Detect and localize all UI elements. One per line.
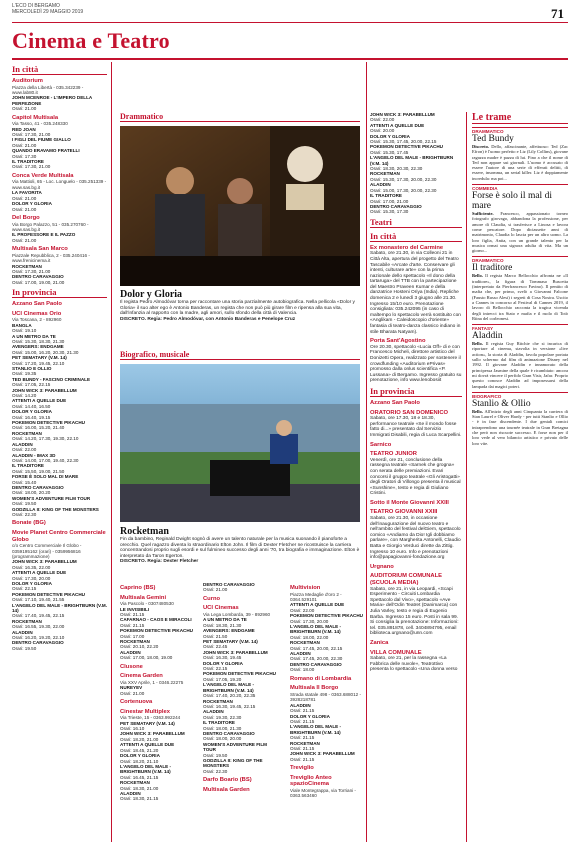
plot-genre: BIOGRAFICO: [472, 392, 568, 399]
film-title: DENTRO CARAVAGGIO: [290, 661, 342, 667]
showtimes: Orari: 16.30, 19.45, 22.15: [203, 703, 256, 709]
event-description: Sabato, ore 21.30, in via Colleoni 21 in Città Alta, apertura del progetto del Teatro Tascabile «Arcate d'arte. Conservare gli intenti, culturare arte» con la prima nazionale dello spettacolo «Il dono della tartaruga» del TTB con la partecipazione del Maestro Praveen Kumar e della danzatrice Hosteni Oriya (India). Repliche domenica 2 e lunedì 3 giugno alle 21.30. Ingresso 15/10 euro. Prenotazione consigliata: 035.242095 (in caso di maltempo lo spettacolo verrà sostituito con «Anglikam - Caleidoscopio d'oriente» fantasia di teatro-danza classico indiano in stile Bharata Natyam).: [370, 251, 461, 335]
paper-name: L'ECO DI BERGAMO: [12, 3, 60, 9]
showtimes: Orari: 21.00: [12, 237, 37, 243]
film-title: JOHN WICK 3: PARABELLUM: [120, 731, 185, 737]
showtimes: Orari: 21.15: [290, 708, 315, 714]
showtimes: Orari: 16.10: [120, 726, 145, 732]
showtimes: Orari: 16.00, 15.20, 21.40: [12, 425, 65, 431]
showtimes: Orari: 15.50, 19.00, 21.50: [12, 468, 65, 474]
venue-name: Cortenuova: [120, 699, 153, 706]
plot-text: Il regista Marco Bellocchio affronta ne «Il traditore», la figura di Tommaso Buscetta (interpretato da Pierfrancesco Favino). Il pentito di mafia che, per primo, svelò a Giovanni Falcone (Fausto Russo Alesi) i segreti di Cosa Nostra. Uscito a Cannes in concorso al Festival di Cannes 2019, il lavoro di Bellocchio racconta la tragica vicenda degli intrecci tra Stato e mafia e il ruolo di Totò Riina del corleonesi.: [472, 273, 568, 321]
venue-name: ORATORIO SAN DOMENICO: [370, 409, 449, 416]
title-rule: [12, 58, 568, 60]
showtimes: Orari: 22.00: [12, 447, 37, 453]
film-title: DOLOR Y GLORIA: [12, 581, 52, 586]
venue-name: Conca Verde Multisala: [12, 172, 74, 179]
film-title: DENTRO CARAVAGGIO: [12, 274, 64, 280]
plot-body: [472, 409, 568, 446]
film-title: ROCKETMAN: [12, 263, 42, 269]
showtimes: Orari: 17.10, 19.40, 21.55: [12, 597, 65, 603]
plot-summary: [472, 256, 568, 321]
venue-address: Viale Montegrappa, via Torriani - 0363.563460: [290, 787, 356, 799]
showtimes: Orari: 17.00, 19.00, 21.00: [12, 279, 65, 285]
showtimes: Orari: 18.00: [290, 667, 315, 673]
film-title: POKEMON DETECTIVE PIKACHU: [12, 591, 85, 597]
section-heading: In provincia: [12, 287, 107, 298]
venue-address: Via Toscana, 2 - 892960: [12, 317, 62, 323]
plot-body: [472, 144, 568, 181]
plot-summary: [472, 324, 568, 389]
showtimes: Orari: 19.50: [203, 752, 228, 758]
showtimes: Orari: 17.30, 21.00: [12, 164, 51, 170]
plot-body: [472, 273, 568, 321]
film-title: POKEMON DETECTIVE PIKACHU: [203, 671, 276, 677]
showtimes: Orari: 15.00, 16.20, 20.30, 21.30: [12, 349, 79, 355]
showtimes: Orari: 16.45, 21.15: [120, 774, 159, 780]
film-title: ALADDIN: [290, 702, 311, 708]
showtimes: Orari: 17.40, 20.20, 22.35: [203, 693, 256, 699]
event-description: Sabato, ore 21, in via Leopardi, «Scapi Esperimento - Circuiti Lombardia Spettacolo dal Vivo», spettacolo «Ave Maria» dell'Odin Teatret (Danimarca) con Julia Varley, testo e regia di Eugenio Barba. Ingresso 15 euro. Posti in sala 99. Si consiglia la prenotazione: Informazioni: tel. 035.891878, cell. 3404894795, email biblioteca.urgnano@unn.com: [370, 586, 459, 637]
header-rule: [12, 22, 568, 23]
plot-text: Francesco, appassionato torneo fotografo girovago, abbandona la professione, per amore di Claudia, si trasferisce a Linosa e lavora come pescatore. Dopo diciassette anni di matrimonio, Claudia lo lascia per un altro uomo. La loro figlia, Anita, con un grande talento per la musica ormai una signora adulta di vita. Ma un giorno...: [472, 211, 568, 254]
venue-name: Ex monastero del Carmine: [370, 244, 444, 251]
feature-title: Rocketman: [120, 526, 169, 537]
venue-name: Del Borgo: [12, 214, 40, 221]
venue-name: UCI Cinemas Orio: [12, 310, 62, 317]
feature-text: Fin da bambino, Reginald Dwight sognò di avere un talento naturale per la musica suonando il pianoforte a orecchio. Quel ragazzo diventa lo straordinario Elton John. Il film di Dexter Fletcher ne ricostruisce la carriera concentrandosi proprio sugli esordi e sul fulmineo successo degli anni '70, tra biografia e immaginazione. Elton è interpretato da Taron Egerton.: [120, 537, 360, 559]
venue-address: c/o Centro Commerciale Il Globo - 0359195162 (orari) - 0359956816 (programmazione): [12, 543, 82, 559]
rocketman-caption: [120, 526, 360, 565]
showtimes: Orari: 16.40, 19.15: [12, 414, 51, 420]
film-title: AVENGERS: ENDGAME: [12, 344, 64, 350]
showtimes: Orari: 18.00, 20.20: [12, 490, 51, 496]
showtimes: Orari: 21.15: [120, 622, 145, 628]
film-title: TED BUNDY - FASCINO CRIMINALE: [12, 376, 91, 382]
plot-text: All'inizio degli anni Cinquanta la carriera di Stan Laurel e Oliver Hardy - per tutti Stanlio e Ollio - è in fase discendente. I due geniali comici intraprendono una tournée teatrale in Gran Bretagna che però non riscuote successo. E forse non per il loro vede al vero bilancio artistico e privato delle loro vite.: [472, 408, 568, 446]
showtimes: Orari: 16.35, 22.00: [12, 564, 51, 570]
plot-genre: DRAMMATICO: [472, 127, 568, 134]
showtimes: Orari: 21.15: [290, 756, 315, 762]
film-title: LE INVISIBILI: [120, 606, 150, 612]
film-title: ROCKETMAN: [12, 618, 42, 624]
issue-date: MERCOLEDÌ 29 MAGGIO 2019: [12, 9, 84, 15]
film-title: DOLOR Y GLORIA: [120, 753, 160, 759]
film-title: ATTENTI A QUELLE DUE: [12, 398, 67, 404]
showtimes: Orari: 19.50: [12, 501, 37, 507]
film-title: ALADDIN: [203, 709, 224, 715]
showtimes: Orari: 18.00, 20.00: [203, 736, 242, 742]
showtimes: Orari: 15.40: [12, 479, 37, 485]
rocketman-photo: [120, 364, 360, 522]
feature-dolor-y-gloria: [120, 112, 360, 122]
film-title: JOHN WICK 3: PARABELLUM: [290, 751, 355, 757]
film-title: ROCKETMAN: [203, 698, 233, 704]
listings-column-1: [12, 62, 107, 847]
section-heading: In provincia: [370, 386, 462, 397]
film-title: L'ANGELO DEL MALE - BRIGHTBURN (V.M. 14): [290, 624, 342, 635]
film-title: ALADDIN - IMAX 3D: [12, 452, 56, 458]
venue-address: Piazza della Libertà - 035.342239 - www.lab80.it: [12, 84, 84, 95]
feature-category: Biografico, musicale: [120, 350, 360, 360]
feature-credits: DISCRETO. Regia: Dexter Fletcher: [120, 559, 199, 565]
venue-name: Multisala Il Borgo: [290, 685, 339, 692]
film-title: ATTENTI A QUELLE DUE: [12, 570, 67, 576]
masthead: [12, 3, 83, 15]
film-title: AVENGERS: ENDGAME: [203, 628, 255, 634]
film-title: PET SEMATARY (V.M. 14): [120, 720, 175, 726]
showtimes: Orari: 17.30, 21.00: [12, 268, 51, 274]
venue-name: Movie Planet Centro Commerciale Globo: [12, 529, 106, 543]
listings-column-5: [370, 112, 462, 847]
showtimes: Orari: 17.30, 21.00: [12, 132, 51, 138]
venue-name: Cinema Garden: [120, 673, 163, 680]
showtimes: Orari: 21.00: [12, 106, 37, 112]
dolor-y-gloria-caption: [120, 289, 360, 322]
section-title: Cinema e Teatro: [12, 28, 170, 53]
showtimes: Orari: 22.00: [290, 607, 315, 613]
listings-column-3a: [120, 582, 198, 846]
film-title: ROCKETMAN: [120, 639, 150, 645]
showtimes: Orari: 14.00, 17.00, 19.40, 22.30: [12, 457, 79, 463]
film-title: ATTENTI A QUELLE DUE: [120, 742, 175, 748]
plot-rating: Bello.: [472, 273, 483, 279]
film-title: LA FAVORITA: [12, 190, 42, 196]
showtimes: Orari: 17.30, 20.00: [12, 575, 51, 581]
page-number: 71: [551, 6, 564, 21]
film-title: DENTRO CARAVAGGIO: [203, 730, 255, 736]
film-title: IL PROFESSORE E IL PAZZO: [12, 232, 76, 238]
plot-title: Forse è solo il mal di mare: [472, 191, 552, 212]
showtimes: Orari: 22.00: [370, 117, 395, 123]
film-title: ALADDIN: [12, 629, 33, 635]
film-title: PET SEMATARY (V.M. 14): [12, 355, 67, 361]
film-title: ATTENTI A QUELLE DUE: [370, 122, 425, 128]
showtimes: Orari: 18.30, 21.15: [120, 796, 159, 802]
feature-category: Drammatico: [120, 112, 360, 122]
film-title: ROCKETMAN: [370, 171, 400, 177]
column-divider: [466, 112, 467, 842]
film-title: ATTENTI A QUELLE DUE: [290, 602, 345, 608]
section-heading: Teatri: [370, 217, 462, 228]
le-trame-column: [472, 112, 568, 847]
listings-column-3b: [203, 582, 281, 846]
film-title: DENTRO CARAVAGGIO: [12, 640, 64, 646]
venue-name: Azzano San Paolo: [370, 399, 420, 406]
film-title: DOLOR Y GLORIA: [12, 201, 52, 207]
dolor-y-gloria-photo: [120, 126, 360, 286]
venue-address: Piazzale Repubblica, 2 - 035.240416 - www.frenicinema.it: [12, 252, 90, 264]
showtimes: Orari: 15.00, 17.30, 20.00, 22.30: [370, 187, 437, 193]
plot-title: Stanlio & Ollio: [472, 398, 531, 409]
film-title: L'ANGELO DEL MALE - BRIGHTBURN (V.M. 14): [290, 724, 342, 735]
showtimes: Orari: 21.00: [12, 206, 37, 212]
film-title: QUANDO ERAVAMO FRATELLI: [12, 148, 80, 154]
showtimes: Orari: 16.55, 19.30, 22.00: [12, 624, 65, 630]
showtimes: Orari: 22.15: [203, 666, 228, 672]
film-title: BANGLA: [12, 322, 32, 328]
venue-name: Clusone: [120, 663, 143, 670]
venue-name: Urgnano: [370, 563, 394, 570]
showtimes: Orari: 17.00: [120, 633, 145, 639]
showtimes: Orari: 21.00: [12, 195, 37, 201]
film-title: JOHN WICK 3: PARABELLUM: [12, 559, 77, 565]
stadium-piano-image: [120, 364, 360, 522]
plot-rating: Bello.: [472, 341, 483, 347]
plot-title: Ted Bundy: [472, 134, 514, 144]
feature-rocketman: [120, 350, 360, 360]
venue-name: Capitol Multisala: [12, 114, 59, 121]
film-title: GODZILLA II: KING OF THE MONSTERS: [12, 506, 99, 512]
venue-address: Strada statale 498 - 0363.688012 - 3928218781: [290, 691, 361, 703]
showtimes: Orari: 21.15: [290, 735, 315, 741]
showtimes: Orari: 17.30: [12, 153, 37, 159]
film-title: ROCKETMAN: [290, 740, 320, 746]
film-title: JOHN WICK 3: PARABELLUM: [12, 387, 77, 393]
venue-name: Multisala Gemini: [120, 594, 167, 601]
plot-genre: DRAMMATICO: [472, 256, 568, 263]
showtimes: Orari: 14.20: [12, 393, 37, 399]
section-heading: In città: [12, 64, 107, 75]
showtimes: Orari: 22.30: [12, 511, 37, 517]
showtimes: Orari: 14.20, 17.30, 19.30, 22.10: [12, 436, 79, 442]
feature-text: Il regista Pedro Almodóvar torna per raccontare una storia parzialmente autobiografica. Nella pellicola «Dolor y Gloria» il suo alter ego è Antonio Banderas, un regista che non può più girare film e ripensa alla sua vita, dall'infanzia al rapporto con la madre, agli amori, sullo sfondo della città di Valencia.: [120, 300, 355, 317]
venue-name: UCI Cinemas: [203, 605, 239, 612]
showtimes: Orari: 17.00, 18.00, 19.00: [120, 655, 173, 661]
venue-name: Sotto il Monte Giovanni XXIII: [370, 499, 449, 506]
film-title: DOLOR Y GLORIA: [12, 409, 52, 415]
showtimes: Orari: 22.15: [12, 586, 37, 592]
film-title: CAFARNAO - CAOS E MIRACOLI: [120, 617, 192, 623]
showtimes: Orari: 21.15: [120, 612, 145, 617]
venue-address: Via Borgo Palazzo, 51 - 035.270760 - www.sas.bg.it: [12, 221, 89, 232]
venue-name: Multisala San Marco: [12, 246, 68, 253]
venue-address: Via XXV Aprile, 1 - 0346.22275: [120, 679, 184, 685]
showtimes: Orari: 17.40, 19.45, 22.15: [12, 613, 65, 619]
plot-title: Il traditore: [472, 263, 513, 274]
venue-name: Curno: [203, 595, 221, 602]
film-title: ROCKETMAN: [120, 780, 150, 786]
film-title: FORSE È SOLO MAL DI MARE: [12, 474, 79, 480]
event-description: Sabato, ore 21, per la rassegna «La Fabbrica delle nuvole», Teatrottivo presenta lo spettacolo «Una donna verso: [370, 656, 458, 673]
venue-name: Multivision: [290, 585, 321, 591]
film-title: IL TRADITORE: [370, 193, 402, 199]
film-title: A UN METRO DA TE: [12, 333, 56, 339]
showtimes: Orari: 21.15: [290, 745, 315, 751]
plot-text: Il regista Guy Ritchie che si incarica di riportare al cinema, stavolta in versione «live action», la storia di Aladdin, favola popolare portata sullo schermo dal film di animazione Disney nel 1992. Il giovane Aladdin e innamorato della principessa Jasmine della quale è ricambiato: ancora mi dovrà vincere il perfido Gran Visir, Jafar. Proprio questo conosce Aladdin ad imposessarsi della lampada dai magici poteri.: [472, 341, 568, 389]
film-title: JOHN WICK 3: PARABELLUM: [203, 649, 268, 655]
plot-text: Dello, affascinante, affettuoso: Ted (Zac Efron) è l'uomo perfetto e Liz (Lily Collins), giovane ragazza madre è pazza di lui. Fino a che il nome di Ted non appare sui giornali. L'uomo è accusato di essere l'autore di una serie di efferati delitti, di essere, insomma, un serial killer. Liz è doppiamente incredula: ma poi...: [472, 144, 568, 181]
film-title: ROCKETMAN: [290, 640, 320, 646]
plot-summary: [472, 392, 568, 446]
film-title: DENTRO CARAVAGGIO: [12, 484, 64, 490]
venue-name: Multisala Garden: [203, 786, 250, 793]
showtimes: Orari: 19.50: [12, 645, 37, 651]
event-description: Sabato, ore 21.30, in occasione dell'inaugurazione del nuovo teatro e nell'ambito del festival delGiem, spettacolo comico «Andiamo da Dio! Igli dobbiamo parlare», con Margherita Antonelli, Claudio Batta e Giorgio Verduci dirette da Zittig. Ingresso 10 euro. Info e prenotazioni info@papagiovanni-fondazione.org: [370, 516, 461, 561]
plot-rating: Discreto.: [472, 144, 490, 149]
showtimes: Orari: 15.30, 17.45: [370, 149, 409, 155]
showtimes: Orari: 21.00: [120, 690, 145, 696]
film-title: POKEMON DETECTIVE PIKACHU: [12, 420, 85, 426]
venue-address: Piazza Medaglie d'oro 2 - 0364.529101: [290, 591, 342, 602]
film-title: ALADDIN: [370, 182, 391, 188]
film-title: POKEMON DETECTIVE PIKACHU: [290, 613, 363, 619]
showtimes: Orari: 17.45, 20.00, 22.30: [290, 656, 343, 662]
event-description: Sabato, ore 17.30, 18 e 18.30, performance teatrale «Se il mondo fosse fatto di...» presentato dal Servizio Immigrati Disabili, regia di Luca Scarpellini.: [370, 416, 462, 438]
film-title: NUREYEV: [120, 685, 143, 691]
showtimes: Orari: 21.50: [203, 633, 228, 639]
venue-name: Caprino (BS): [120, 585, 156, 591]
film-title: ALADDIN: [290, 651, 311, 657]
film-title: DOLOR Y GLORIA: [370, 133, 410, 139]
film-title: JOHN MCENROE - L'IMPERO DELLA PERFEZIONE: [12, 95, 93, 106]
film-title: L'ANGELO DEL MALE - BRIGHTBURN (V.M. 14): [120, 763, 172, 775]
plot-genre: FANTASY: [472, 324, 568, 331]
venue-name: Sarnico: [370, 441, 392, 448]
showtimes: Orari: 18.20, 21.00: [120, 736, 159, 742]
film-title: DOLOR Y GLORIA: [290, 713, 330, 719]
showtimes: Orari: 15.30, 17.30, 20.00, 22.30: [370, 176, 437, 182]
showtimes: Orari: 17.00, 21.00: [370, 198, 409, 204]
showtimes: Orari: 20.10, 22.20: [120, 644, 159, 650]
film-title: IL TRADITORE: [12, 159, 44, 165]
venue-name: Zanica: [370, 639, 389, 646]
film-title: L'ANGELO DEL MALE - BRIGHTBURN (V.M. 14): [370, 155, 454, 166]
event-description: Ore 20.30, spettacolo «Lucia Off» di e con Francesco Micheli, direttore artistico del Donizetti Opera, realizzato per sostenere il crowdfunding «Auditorium ePrivas» promosso dalla onlus scientifica «P. Lussana» di Bergamo. Ingresso gratuito su prenotazione, info www.lenobosiit: [370, 344, 462, 384]
film-title: ROCKETMAN: [12, 430, 42, 436]
feature-title: Dolor y Gloria: [120, 289, 183, 300]
film-title: WOMEN'S ADVENTURE FILM TOUR: [203, 741, 267, 753]
film-title: ALADDIN: [120, 649, 141, 655]
showtimes: Orari: 14.40, 16.50: [12, 403, 51, 409]
film-title: JOHN WICK 3: PARABELLUM: [370, 112, 435, 117]
showtimes: Orari: 16.20, 19.20, 22.10: [12, 635, 65, 641]
plot-rating: Sufficiente.: [472, 211, 494, 217]
venue-name: Bonate (BG): [12, 520, 46, 527]
dressing-room-image: [120, 126, 360, 286]
venue-name: Auditorium: [12, 78, 43, 84]
film-title: DOLOR Y GLORIA: [203, 660, 243, 666]
showtimes: Orari: 16.30, 19.45: [203, 655, 242, 661]
showtimes: Orari: 15.30, 17.45, 20.00, 22.15: [370, 139, 437, 145]
showtimes: Orari: 18.45, 21.20: [120, 747, 159, 753]
showtimes: Orari: 22.45: [203, 644, 228, 650]
showtimes: Orari: 22.30: [203, 768, 228, 774]
plot-body: [472, 341, 568, 389]
plot-body: [472, 211, 568, 253]
showtimes: Orari: 18.30, 20.30, 22.30: [370, 166, 423, 172]
film-title: A UN METRO DA TE: [203, 617, 247, 623]
venue-address: Via Pascolo - 0307480530: [120, 601, 174, 607]
film-title: DENTRO CARAVAGGIO: [370, 203, 422, 209]
film-title: PET SEMATARY (V.M. 14): [203, 639, 258, 645]
column-divider: [111, 62, 112, 842]
showtimes: Orari: 21.00: [203, 587, 228, 593]
showtimes: Orari: 17.20, 19.45, 22.10: [12, 360, 65, 366]
showtimes: Orari: 17.05, 19.20: [203, 676, 242, 682]
film-title: IL TRADITORE: [203, 720, 235, 726]
section-heading: In città: [370, 231, 462, 242]
showtimes: Orari: 17.45, 20.00, 22.15: [290, 645, 343, 651]
venue-name: Azzano San Paolo: [12, 301, 62, 308]
feature-credits: DISCRETO. Regia: Pedro Almodóvar, con Antonio Banderas e Penelope Cruz: [120, 316, 296, 322]
film-title: WOMEN'S ADVENTURE FILM TOUR: [12, 495, 91, 501]
venue-name: Porta Sant'Agostino: [370, 338, 426, 345]
venue-address: Via Tasso, 41 - 035.248330: [12, 121, 68, 127]
showtimes: Orari: 18.00, 22.00: [290, 634, 329, 640]
venue-name: Romano di Lombardia: [290, 675, 352, 682]
showtimes: Orari: 19.35: [12, 371, 37, 377]
film-title: POKEMON DETECTIVE PIKACHU: [120, 628, 193, 634]
venue-name: TEATRO GIOVANNI XXIII: [370, 509, 438, 516]
showtimes: Orari: 21.00: [12, 142, 37, 148]
film-title: STANLIO E OLLIO: [12, 366, 52, 371]
venue-name: Darfo Boario (BS): [203, 777, 252, 784]
showtimes: Orari: 21.15: [290, 718, 315, 724]
showtimes: Orari: 15.30, 17.30: [370, 209, 409, 215]
showtimes: Orari: 15.30, 18.30, 21.30: [12, 338, 65, 344]
film-title: IL TRADITORE: [12, 463, 44, 469]
plot-summary: [472, 127, 568, 181]
venue-address: Via Mattioli, 65 - Loc. Longuelo - 035.251339 - www.sas.bg.it: [12, 179, 107, 190]
venue-name: Treviglio Anteo spazioCinema: [290, 774, 332, 788]
plot-rating: Bello.: [472, 408, 483, 414]
venue-name: Cinestar Multiplex: [120, 708, 170, 715]
film-title: ALADDIN: [120, 790, 141, 796]
film-title: RED JOAN: [12, 126, 36, 132]
venue-name: AUDITORIUM COMUNALE (SCUOLA MEDIA): [370, 573, 443, 586]
film-title: I FIGLI DEL FIUME GIALLO: [12, 137, 71, 143]
le-trame-title: Le trame: [472, 112, 568, 124]
showtimes: Orari: 18.30, 21.00: [120, 785, 159, 791]
plot-title: Aladdin: [472, 331, 503, 342]
column-divider: [366, 62, 367, 842]
showtimes: Orari: 20.00: [370, 128, 395, 134]
film-title: DENTRO CARAVAGGIO: [203, 582, 255, 587]
film-title: L'ANGELO DEL MALE - BRIGHTBURN (V.M. 14): [12, 602, 107, 614]
showtimes: Orari: 19.30, 22.30: [203, 714, 242, 720]
showtimes: Orari: 17.05, 22.15: [12, 382, 51, 388]
showtimes: Orari: 17.30, 20.00: [290, 618, 329, 624]
showtimes: Orari: 18.20, 21.10: [120, 758, 159, 764]
showtimes: Orari: 19.10: [12, 328, 37, 334]
showtimes: Orari: 18.00, 21.30: [203, 725, 242, 731]
venue-name: VILLA COMUNALE: [370, 649, 422, 656]
venue-address: Via Trieste, 15 - 0363.992244: [120, 715, 181, 721]
film-title: GODZILLA II: KING OF THE MONSTERS: [203, 757, 263, 769]
venue-name: Treviglio: [290, 765, 314, 772]
film-title: L'ANGELO DEL MALE - BRIGHTBURN (V.M. 14): [203, 682, 255, 693]
venue-name: TEATRO JUNIOR: [370, 451, 417, 458]
event-description: Venerdì, ore 21, conclusione della rassegna teatrale «Sarnek che grogna» con serata delle premiazioni. Evari concorsi il gruppo teatrale «Gli Aristogatti» degli Oratori di Villongo presenta il musical «Sunshine», testo e regia di Giuliano Cristini.: [370, 457, 461, 497]
showtimes: Orari: 18.30, 21.30: [203, 622, 242, 628]
film-title: ALADDIN: [12, 441, 33, 447]
film-title: POKEMON DETECTIVE PIKACHU: [370, 144, 443, 150]
venue-address: Via Lega Lombarda, 39 - 892960: [203, 612, 271, 617]
plot-summary: [472, 184, 568, 253]
listings-column-4: [290, 582, 364, 846]
plot-genre: COMMEDIA: [472, 184, 568, 191]
